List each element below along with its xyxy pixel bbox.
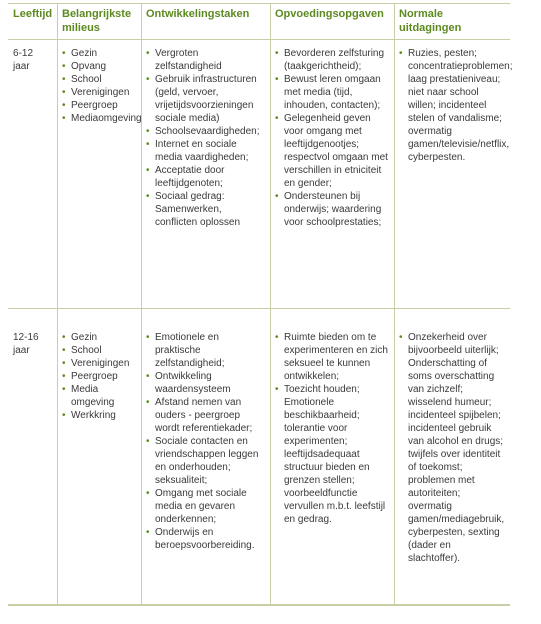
header-age: Leeftijd <box>13 8 53 20</box>
list-item: • Afstand nemen van ouders - peergroep wordt referentiekader; <box>146 396 265 435</box>
list-item: • Sociale contacten en vriendschappen leggen en onderhouden; seksualiteit; <box>146 435 265 487</box>
list-item: • Bewust leren omgaan met media (tijd, inhouden, contacten); <box>275 73 389 112</box>
development-list <box>146 331 265 552</box>
parenting-list <box>275 331 389 526</box>
row-1-challenges <box>394 47 513 164</box>
parenting-list <box>275 47 389 229</box>
development-table <box>8 3 513 606</box>
list-item: • Ruzies, pesten; concentratieproblemen; laag prestatieniveau; niet naar school willen; incidenteel stelen of vandalisme; overmatig gamen/televisie/netflix, cyberpesten. <box>399 47 505 164</box>
row-1-milieus <box>57 47 141 125</box>
challenges-list <box>399 331 505 565</box>
row-1-parenting <box>270 47 394 229</box>
milieus-list <box>62 47 142 125</box>
header-divider <box>8 39 510 40</box>
header-parenting: Opvoedingsopgaven <box>275 8 384 20</box>
list-item: • Ruimte bieden om te experimenteren en zich seksueel te kunnen ontwikkelen; <box>275 331 389 383</box>
list-item: • School <box>62 73 136 86</box>
list-item: • Bevorderen zelfsturing (taakgerichtheid); <box>275 47 389 73</box>
list-item: • Gezin <box>62 331 136 344</box>
list-item: • Sociaal gedrag: Samenwerken, conflicten oplossen <box>146 190 265 229</box>
row-divider <box>8 308 510 309</box>
row-2-challenges <box>394 331 510 565</box>
header-development: Ontwikkelingstaken <box>146 8 250 20</box>
list-item: • School <box>62 344 136 357</box>
challenges-list <box>399 47 513 164</box>
development-list <box>146 47 265 229</box>
row-1-development <box>141 47 270 229</box>
list-item: • Verenigingen <box>62 357 136 370</box>
list-item: • Onzekerheid over bijvoorbeeld uiterlijk; Onderschatting of soms overschatting van zichzelf; wisselend humeur; incidenteel spijbelen; incidenteel gebruik van alcohol en drugs; twijfels over identiteit of toekomst; problemen met autoriteiten; overmatig gamen/mediagebruik, cyberpesten, sexting (dader en slachtoffer). <box>399 331 505 565</box>
list-item: • Gelegenheid geven voor omgang met leeftijdgenootjes; respectvol omgaan met verschillen in etniciteit en gender; <box>275 112 389 190</box>
list-item: • Verenigingen <box>62 86 136 99</box>
list-item: • Internet en sociale media vaardigheden; <box>146 138 265 164</box>
row-2-milieus <box>57 331 141 422</box>
list-item: • Emotionele en praktische zelfstandigheid; <box>146 331 265 370</box>
list-item: • Ondersteunen bij onderwijs; waardering voor schoolprestaties; <box>275 190 389 229</box>
list-item: • Werkkring <box>62 409 136 422</box>
list-item: • Omgang met sociale media en gevaren onderkennen; <box>146 487 265 526</box>
list-item: • Mediaomgeving <box>62 112 136 125</box>
list-item: • Gezin <box>62 47 136 60</box>
list-item: • Acceptatie door leeftijdgenoten; <box>146 164 265 190</box>
row-2-parenting <box>270 331 394 526</box>
row-2-development <box>141 331 270 552</box>
list-item: • Toezicht houden; Emotionele beschikbaarheid; tolerantie voor experimenten; leeftijdsadequaat structuur bieden en grenzen stellen; voorbeeldfunctie vervullen m.b.t. leefstijl en gedrag. <box>275 383 389 526</box>
row-2-age: 12-16 jaar <box>13 332 39 356</box>
list-item: • Opvang <box>62 60 136 73</box>
list-item: • Peergroep <box>62 370 136 383</box>
milieus-list <box>62 331 136 422</box>
list-item: • Media omgeving <box>62 383 136 409</box>
row-1-age: 6-12 jaar <box>13 48 34 72</box>
list-item: • Gebruik infrastructuren (geld, vervoer, vrijetijdsvoorzieningen sociale media) <box>146 73 265 125</box>
header-challenges: Normale uitdagingen <box>399 8 462 34</box>
list-item: • Ontwikkeling waardensysteem <box>146 370 265 396</box>
list-item: • Schoolsevaardigheden; <box>146 125 265 138</box>
header-milieus: Belangrijkste milieus <box>62 8 132 34</box>
list-item: • Peergroep <box>62 99 136 112</box>
list-item: • Vergroten zelfstandigheid <box>146 47 265 73</box>
list-item: • Onderwijs en beroepsvoorbereiding. <box>146 526 265 552</box>
